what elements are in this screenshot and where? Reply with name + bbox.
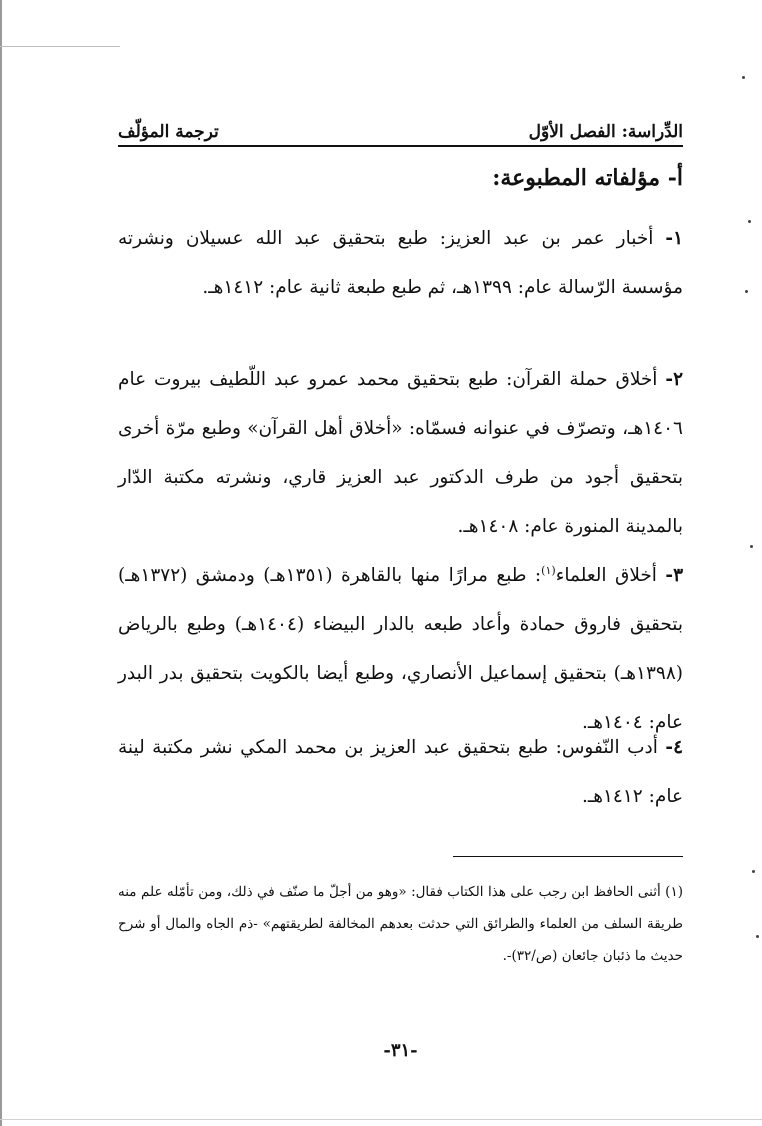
scan-corner-line [0, 46, 120, 47]
entry-number: ١- [665, 228, 684, 249]
entry-number: ٣- [665, 565, 683, 587]
scan-speck [752, 870, 755, 873]
entry-text: أخلاق حملة القرآن: طبع بتحقيق محمد عمرو عبد اللّطيف بيروت عام ١٤٠٦هـ، وتصرّف في عنوانه فسمّاه: «أخلاق أهل القرآن» وطبع مرّة أخرى بتحقيق أجود من طرف الدكتور عبد العزيز قاري، ونشرته مكتبة الدّار بالمدينة المنورة عام: ١٤٠٨هـ. [118, 369, 683, 537]
entry-number: ٤- [665, 737, 683, 758]
footnote-marker: (١) [541, 564, 556, 577]
running-head-chapter: الدِّراسة: الفصل الأوّل [528, 122, 683, 142]
scan-speck [756, 935, 759, 938]
scan-page-edge [0, 0, 8, 1126]
scan-speck [742, 76, 745, 79]
entry-1 [118, 214, 683, 312]
book-page [118, 0, 683, 1126]
entry-4 [118, 723, 683, 821]
entry-3 [118, 546, 683, 747]
scan-speck [750, 545, 753, 548]
footnote [118, 876, 683, 972]
running-head [118, 112, 683, 142]
header-rule [118, 145, 683, 147]
entry-text: أخبار عمر بن عبد العزيز: طبع بتحقيق عبد الله عسيلان ونشرته مؤسسة الرّسالة عام: ١٣٩٩هـ، ثم طبع طبعة ثانية عام: ١٤١٢هـ. [118, 228, 683, 298]
entry-number: ٢- [665, 369, 683, 390]
page-number: -٣١- [383, 1040, 418, 1061]
scan-speck [748, 220, 751, 223]
footnote-number: (١) [665, 884, 683, 900]
footnote-rule [453, 856, 683, 857]
entry-2 [118, 355, 683, 551]
entry-text-continued: : طبع مرارًا منها بالقاهرة (١٣٥١هـ) ودمشق (١٣٧٢هـ) بتحقيق فاروق حمادة وأعاد طبعه بالدار البيضاء (١٤٠٤هـ) وطبع بالرياض (١٣٩٨هـ) بتحقيق إسماعيل الأنصاري، وطبع أيضا بالكويت بتحقيق بدر البدر عام: ١٤٠٤هـ. [118, 565, 683, 734]
footnote-text: أثنى الحافظ ابن رجب على هذا الكتاب فقال: «وهو من أجلّ ما صنّف في ذلك، ومن تأمّله علم منه طريقة السلف من العلماء والطرائق التي حدثت بعدهم المخالفة لطريقتهم» -ذم الجاه والمال أو شرح حديث ما ذئبان جائعان (ص/٣٢)-. [118, 884, 683, 964]
scan-speck [745, 290, 748, 293]
section-title: أ- مؤلفاته المطبوعة: [492, 165, 683, 191]
entry-text: أدب النّفوس: طبع بتحقيق عبد العزيز بن محمد المكي نشر مكتبة لينة عام: ١٤١٢هـ. [118, 737, 683, 807]
entry-text: أخلاق العلماء [555, 565, 657, 587]
running-head-section: ترجمة المؤلّف [118, 122, 219, 142]
